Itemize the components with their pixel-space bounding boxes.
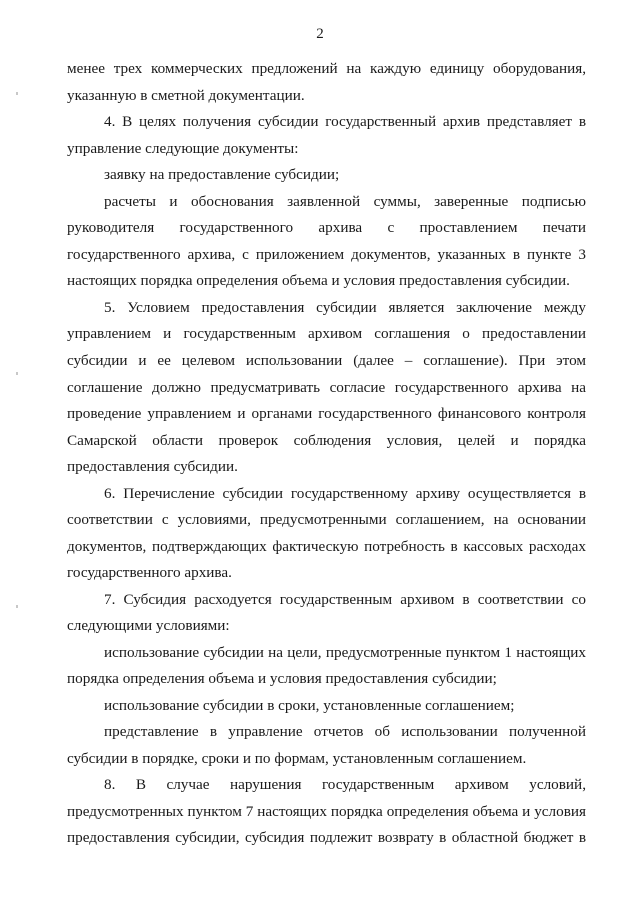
text-line: управлением и государственным архивом соглашения о предоставлении xyxy=(67,325,586,342)
text-line: 7. Субсидия расходуется государственным архивом в соответствии со xyxy=(104,591,586,608)
text-line: субсидии и ее целевом использовании (далее – соглашение). При этом xyxy=(67,352,586,369)
text-line: предусмотренных пунктом 7 настоящих порядка определения объема и условия xyxy=(67,803,586,820)
text-line: Самарской области проверок соблюдения условия, целей и порядка xyxy=(67,432,586,449)
text-line: предоставления субсидии. xyxy=(67,458,238,475)
text-line: государственного архива, с приложением документов, указанных в пункте 3 xyxy=(67,246,586,263)
text-line: субсидии в порядке, сроки и по формам, установленным соглашением. xyxy=(67,750,527,767)
text-line: настоящих порядка определения объема и условия предоставления субсидии. xyxy=(67,272,570,289)
text-line: руководителя государственного архива с проставлением печати xyxy=(67,219,586,236)
text-line: 6. Перечисление субсидии государственному архиву осуществляется в xyxy=(104,485,586,502)
margin-scan-mark xyxy=(16,605,18,608)
text-line: проведение управлением и органами государственного финансового контроля xyxy=(67,405,586,422)
text-line: управление следующие документы: xyxy=(67,140,299,157)
text-line: предоставления субсидии, субсидия подлежит возврату в областной бюджет в xyxy=(67,829,586,846)
text-line: заявку на предоставление субсидии; xyxy=(104,166,340,183)
text-line: указанную в сметной документации. xyxy=(67,87,305,104)
text-line: следующими условиями: xyxy=(67,617,230,634)
text-line: расчеты и обоснования заявленной суммы, заверенные подписью xyxy=(104,193,586,210)
text-line: 8. В случае нарушения государственным архивом условий, xyxy=(104,776,586,793)
text-line: соответствии с условиями, предусмотренными соглашением, на основании xyxy=(67,511,586,528)
text-line: 5. Условием предоставления субсидии является заключение между xyxy=(104,299,586,316)
text-line: использование субсидии на цели, предусмотренные пунктом 1 настоящих xyxy=(104,644,586,661)
text-line: государственного архива. xyxy=(67,564,232,581)
text-line: порядка определения объема и условия предоставления субсидии; xyxy=(67,670,497,687)
text-line: использование субсидии в сроки, установленные соглашением; xyxy=(104,697,515,714)
margin-scan-mark xyxy=(16,372,18,375)
margin-scan-mark xyxy=(16,92,18,95)
text-line: соглашение должно предусматривать согласие государственного архива на xyxy=(67,379,586,396)
text-line: менее трех коммерческих предложений на каждую единицу оборудования, xyxy=(67,60,586,77)
text-line: представление в управление отчетов об использовании полученной xyxy=(104,723,586,740)
text-line: 4. В целях получения субсидии государственный архив представляет в xyxy=(104,113,586,130)
page-number: 2 xyxy=(316,26,324,42)
text-line: документов, подтверждающих фактическую потребность в кассовых расходах xyxy=(67,538,586,555)
